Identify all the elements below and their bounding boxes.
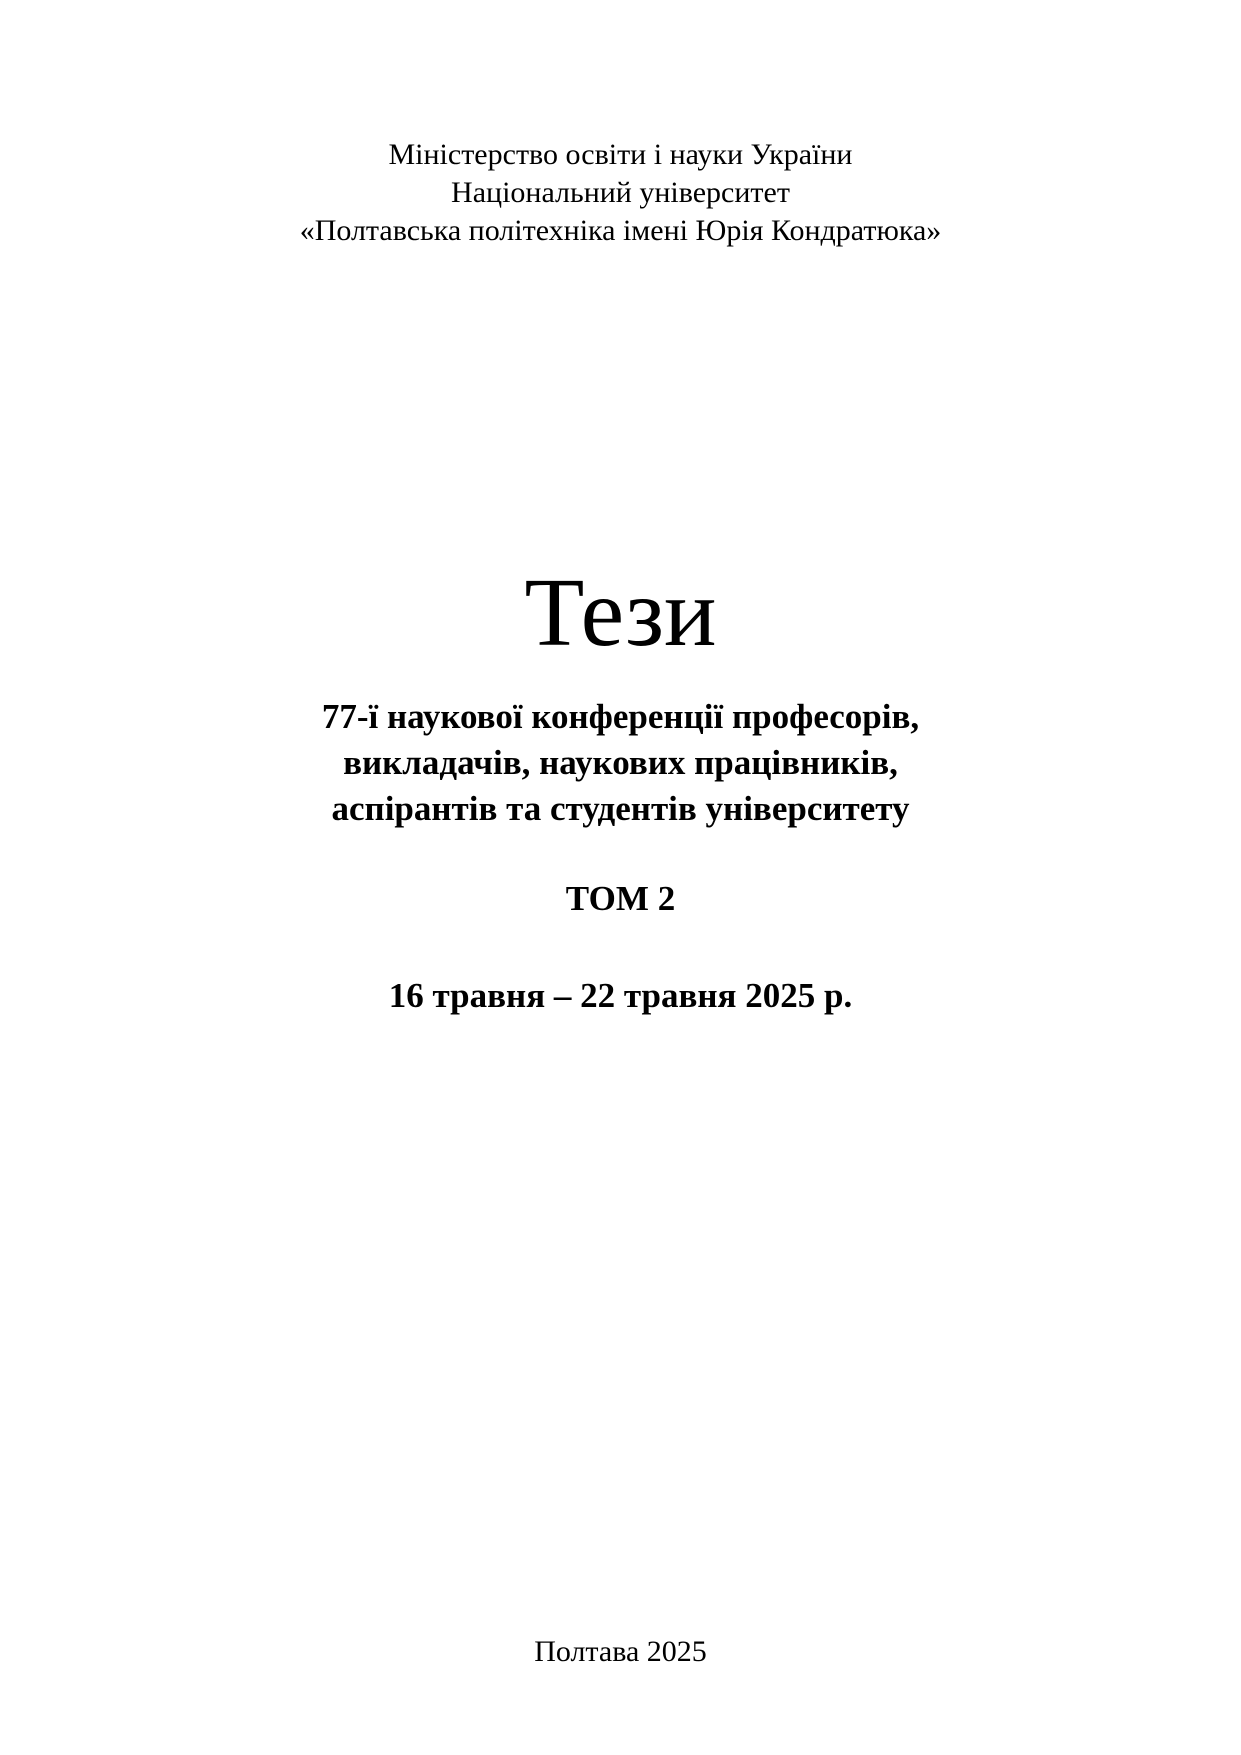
university-line: Національний університет [451, 176, 790, 209]
conference-dates: 16 травня – 22 травня 2025 р. [388, 976, 853, 1015]
conference-subtitle [0, 694, 1241, 832]
subtitle-line-1: 77-ї наукової конференції професорів, [321, 697, 920, 736]
institution-header [0, 136, 1241, 250]
university-name-line: «Полтавська політехніка імені Юрія Кондратюка» [299, 214, 942, 247]
volume-label: ТОМ 2 [565, 879, 676, 918]
subtitle-line-2: викладачів, наукових працівників, [343, 743, 898, 782]
city-year-footer: Полтава 2025 [534, 1635, 707, 1668]
ministry-line: Міністерство освіти і науки України [388, 138, 853, 171]
page-title: Тези [524, 559, 717, 667]
subtitle-line-3: аспірантів та студентів університету [331, 789, 910, 828]
